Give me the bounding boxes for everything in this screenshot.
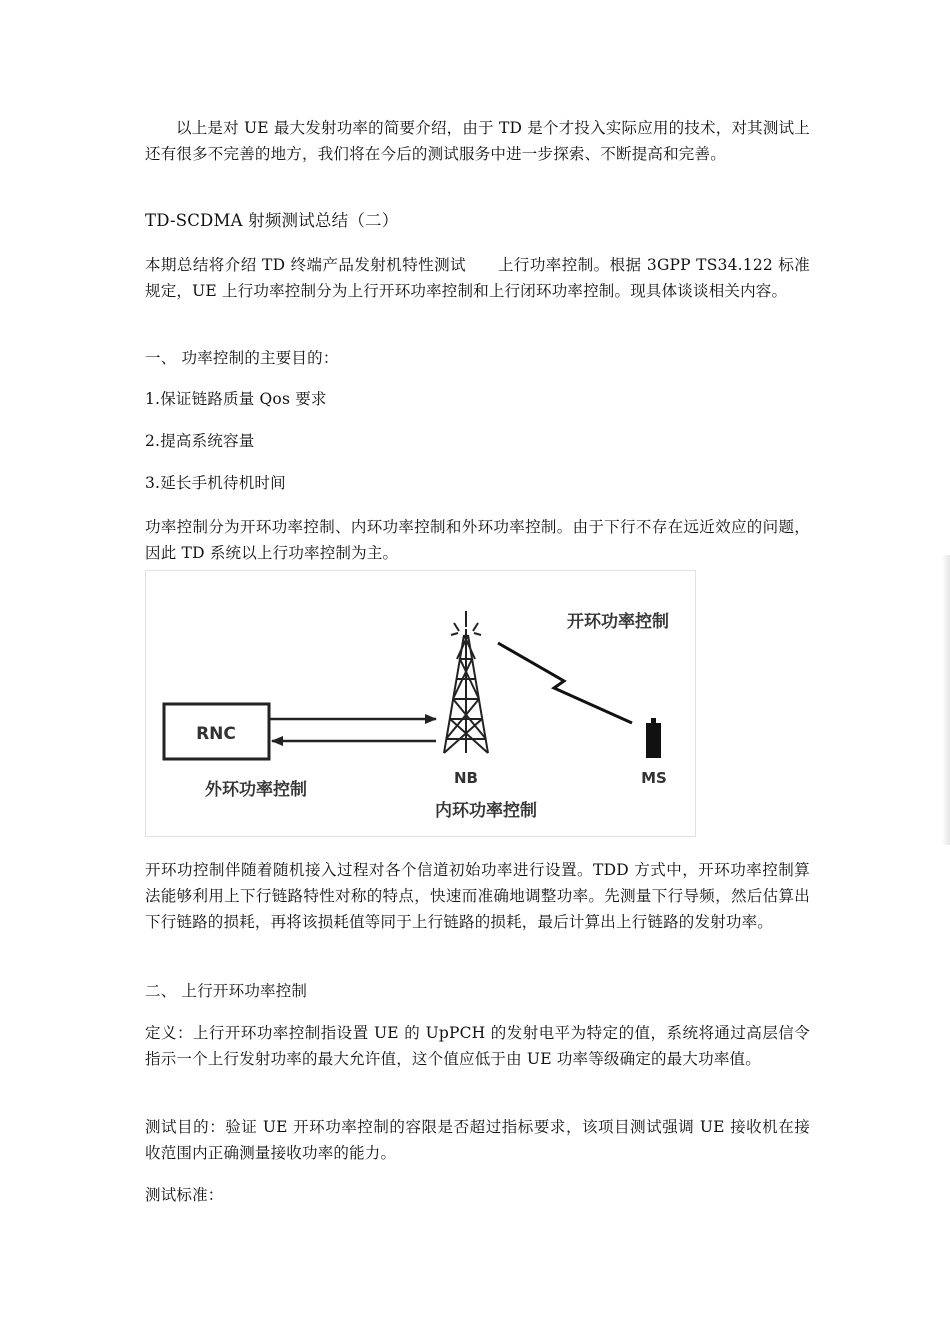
rnc-label: RNC: [196, 724, 236, 744]
article-title: TD-SCDMA 射频测试总结（二）: [145, 211, 399, 230]
base-station-tower-icon: [444, 611, 488, 753]
nb-label: NB: [454, 769, 478, 787]
list-item-capacity: 2.提高系统容量: [145, 432, 255, 450]
paragraph-summary: 本期总结将介绍 TD 终端产品发射机特性测试 上行功率控制。根据 3GPP TS34.122 标准规定，UE 上行功率控制分为上行开环功率控制和上行闭环功率控制。现具体谈谈相关内容。: [145, 256, 810, 300]
list-item-qos: 1.保证链路质量 Qos 要求: [145, 390, 327, 408]
mobile-antenna-icon: [651, 718, 656, 724]
inner-loop-label: 内环功率控制: [435, 801, 537, 821]
paragraph-open-loop-control: 开环功控制伴随着随机接入过程对各个信道初始功率进行设置。TDD 方式中，开环功率控制算法能够利用上下行链路特性对称的特点，快速而准确地调整功率。先测量下行导频，然后估算出下行链路的损耗，再将该损耗值等同于上行链路的损耗，最后计算出上行链路的发射功率。: [145, 861, 810, 931]
list-item-standby: 3.延长手机待机时间: [145, 474, 286, 492]
section-heading-purpose: 一、 功率控制的主要目的：: [145, 349, 339, 367]
radio-link-lightning-icon: [498, 643, 632, 723]
paragraph-definition: 定义：上行开环功率控制指设置 UE 的 UpPCH 的发射电平为特定的值，系统将通过高层信令指示一个上行发射功率的最大允许值，这个值应低于由 UE 功率等级确定的最大功率值。: [145, 1024, 810, 1068]
paragraph-test-standard: 测试标准：: [145, 1186, 224, 1204]
paragraph-intro: 以上是对 UE 最大发射功率的简要介绍，由于 TD 是个才投入实际应用的技术，对其测试上还有很多不完善的地方，我们将在今后的测试服务中进一步探索、不断提高和完善。: [145, 119, 810, 163]
ms-label: MS: [641, 769, 667, 787]
power-control-diagram: [145, 570, 696, 837]
paragraph-test-purpose: 测试目的：验证 UE 开环功率控制的容限是否超过指标要求，该项目测试强调 UE 接收机在接收范围内正确测量接收功率的能力。: [145, 1118, 810, 1162]
mobile-station-icon: [646, 723, 661, 758]
section-heading-uplink-open-loop: 二、 上行开环功率控制: [145, 982, 308, 1000]
diagram-canvas: [146, 571, 697, 838]
paragraph-control-types: 功率控制分为开环功率控制、内环功率控制和外环功率控制。由于下行不存在远近效应的问题，因此 TD 系统以上行功率控制为主。: [145, 518, 810, 562]
page-edge-shadow: [942, 555, 950, 845]
outer-loop-label: 外环功率控制: [205, 780, 307, 800]
open-loop-label: 开环功率控制: [567, 612, 669, 632]
